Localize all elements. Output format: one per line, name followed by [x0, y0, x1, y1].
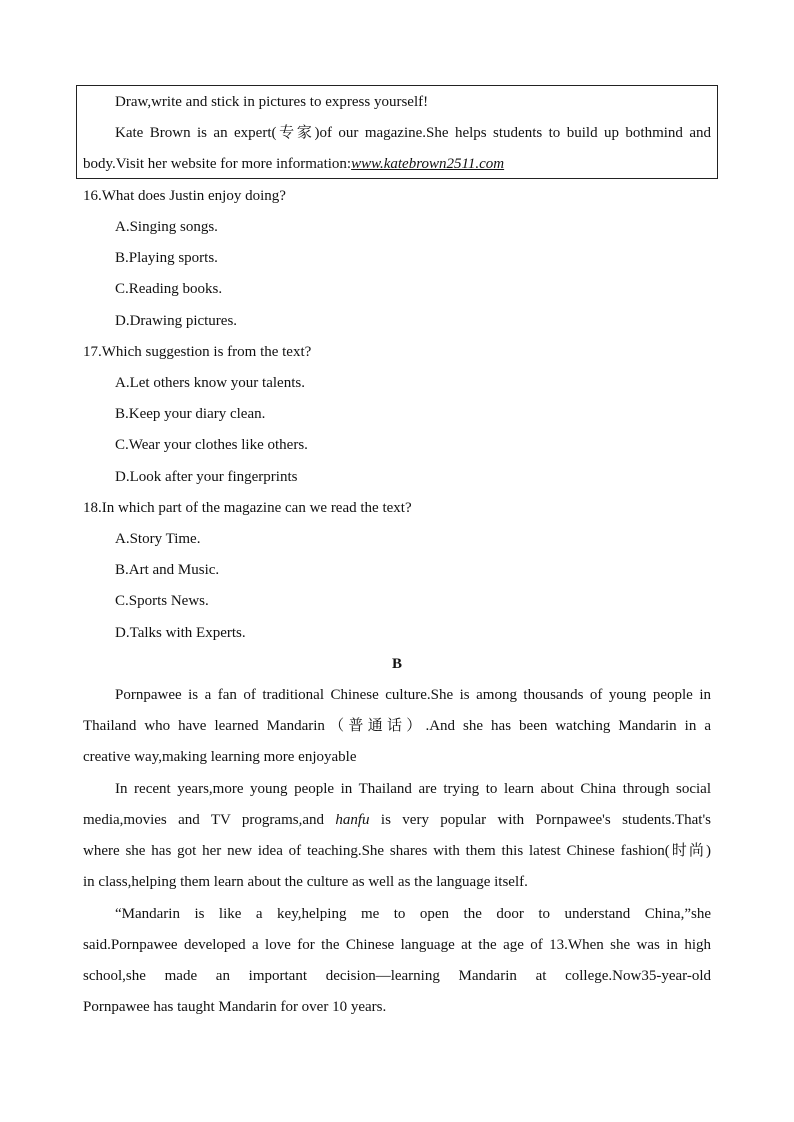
- q18-option-b: B.Art and Music.: [115, 562, 220, 578]
- p2-line-4: in class,helping them learn about the culture as well as the language itself.: [83, 874, 528, 890]
- box-line-3: [83, 154, 504, 174]
- hanfu-term: hanfu: [335, 812, 370, 828]
- question-16: 16.What does Justin enjoy doing?: [83, 188, 286, 204]
- box-line-3-text: body.Visit her website for more information:: [83, 156, 352, 172]
- p1-line-1: Pornpawee is a fan of traditional Chinese culture.She is among thousands of young people in: [115, 687, 711, 703]
- q17-option-a: A.Let others know your talents.: [115, 375, 305, 391]
- q18-option-a: A.Story Time.: [115, 531, 201, 547]
- box-line-1: Draw,write and stick in pictures to express yourself!: [115, 94, 429, 110]
- p1-line-2: Thailand who have learned Mandarin（普通话）.And she has been watching Mandarin in a: [83, 718, 711, 734]
- q18-option-d: D.Talks with Experts.: [115, 625, 246, 641]
- section-b-heading: B: [391, 656, 402, 672]
- p3-line-3: school,she made an important decision—learning Mandarin at college.Now35-year-old: [83, 968, 711, 984]
- p2-line-2-a: media,movies and TV programs,and: [83, 812, 324, 828]
- p3-line-4: Pornpawee has taught Mandarin for over 10 years.: [83, 999, 387, 1015]
- question-17: 17.Which suggestion is from the text?: [83, 344, 312, 360]
- q17-option-b: B.Keep your diary clean.: [115, 406, 266, 422]
- p2-line-3: where she has got her new idea of teaching.She shares with them this latest Chinese fashion(时尚): [83, 843, 711, 859]
- q18-option-c: C.Sports News.: [115, 593, 209, 609]
- q16-option-d: D.Drawing pictures.: [115, 313, 238, 329]
- q16-option-a: A.Singing songs.: [115, 219, 218, 235]
- website-link[interactable]: www.katebrown2511.com: [351, 156, 505, 172]
- p1-line-3: creative way,making learning more enjoyable: [83, 749, 357, 765]
- question-18: 18.In which part of the magazine can we read the text?: [83, 500, 412, 516]
- p2-line-1: In recent years,more young people in Thailand are trying to learn about China through social: [115, 781, 711, 797]
- p2-line-2: [83, 810, 711, 830]
- p3-line-2: said.Pornpawee developed a love for the Chinese language at the age of 13.When she was in high: [83, 937, 711, 953]
- q17-option-c: C.Wear your clothes like others.: [115, 437, 308, 453]
- q16-option-c: C.Reading books.: [115, 281, 223, 297]
- q16-option-b: B.Playing sports.: [115, 250, 218, 266]
- p2-line-2-b: is very popular with Pornpawee's students.That's: [380, 812, 712, 828]
- box-line-2: Kate Brown is an expert(专家)of our magazine.She helps students to build up bothmind and: [115, 125, 711, 141]
- q17-option-d: D.Look after your fingerprints: [115, 469, 298, 485]
- p3-line-1: “Mandarin is like a key,helping me to open the door to understand China,”she: [115, 906, 711, 922]
